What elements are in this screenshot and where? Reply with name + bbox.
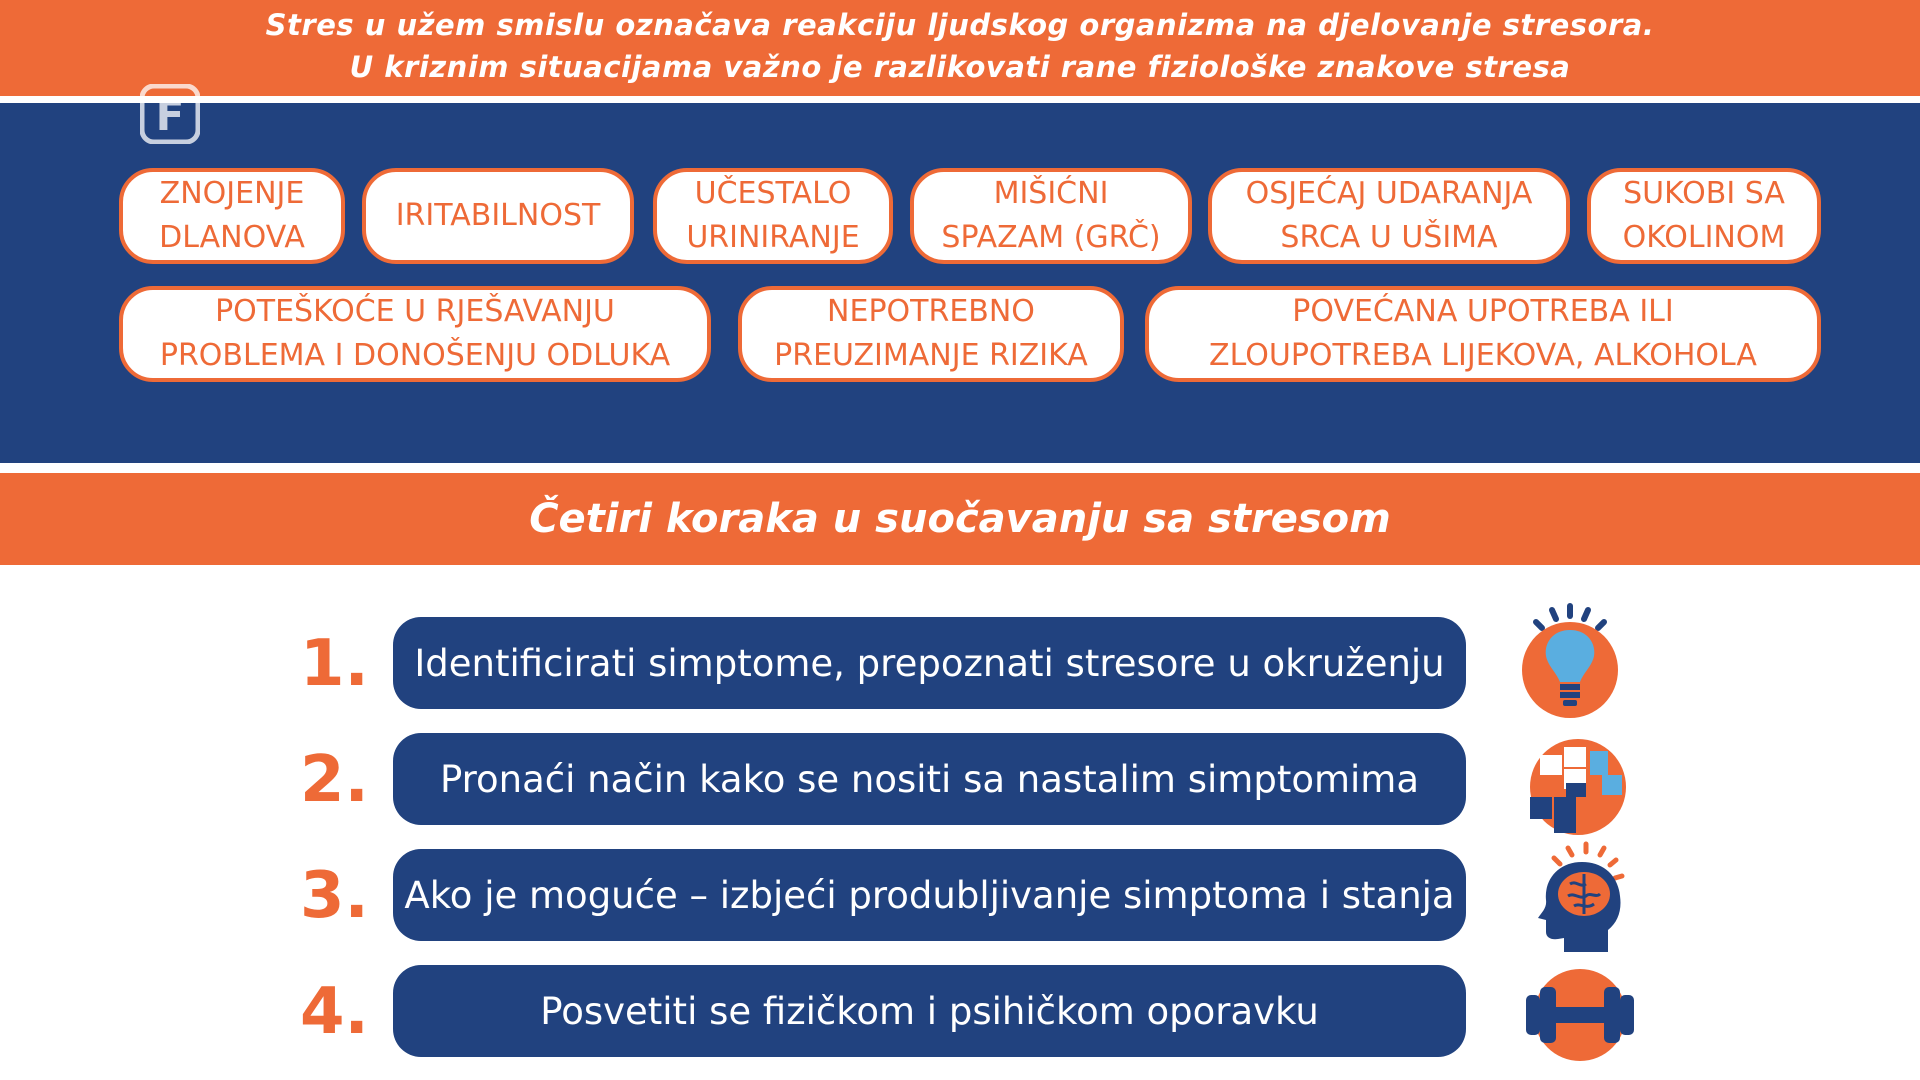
header-line-2: U kriznim situacijama važno je razlikovati rane fiziološke znakove stresa — [349, 50, 1571, 84]
sign-label: IRITABILNOST — [395, 198, 601, 233]
step-number: 2. — [300, 743, 369, 817]
sign-label: UČESTALO URINIRANJE — [686, 176, 860, 255]
brain-head-icon — [1524, 840, 1644, 960]
sign-pill — [119, 286, 711, 382]
step-bar — [393, 965, 1466, 1057]
steps-title: Četiri koraka u suočavanju sa stresom — [529, 496, 1391, 542]
sign-pill — [119, 168, 345, 264]
divider — [0, 96, 1920, 103]
step-text: Identificirati simptome, prepoznati stresore u okruženju — [414, 641, 1445, 685]
sign-pill — [1145, 286, 1821, 382]
step-text: Ako je moguće – izbjeći produbljivanje simptoma i stanja — [404, 873, 1455, 917]
sign-pill — [362, 168, 634, 264]
step-bar — [393, 617, 1466, 709]
steps-title-banner — [0, 473, 1920, 565]
step-bar — [393, 849, 1466, 941]
channel-logo — [140, 84, 200, 144]
sign-pill — [738, 286, 1124, 382]
sign-label: MIŠIĆNI SPAZAM (GRČ) — [941, 176, 1161, 255]
step-bar — [393, 733, 1466, 825]
divider — [0, 463, 1920, 473]
sign-pill — [910, 168, 1192, 264]
dumbbell-icon — [1520, 955, 1640, 1075]
sign-label: POVEĆANA UPOTREBA ILI ZLOUPOTREBA LIJEKOVA, ALKOHOLA — [1209, 294, 1757, 373]
step-text: Pronaći način kako se nositi sa nastalim simptomima — [439, 757, 1420, 801]
step-text: Posvetiti se fizičkom i psihičkom oporavku — [540, 989, 1319, 1033]
sign-label: NEPOTREBNO PREUZIMANJE RIZIKA — [774, 294, 1088, 373]
step-number: 3. — [300, 859, 369, 933]
sign-label: ZNOJENJE DLANOVA — [159, 176, 305, 255]
sign-label: POTEŠKOĆE U RJEŠAVANJU PROBLEMA I DONOŠENJU ODLUKA — [159, 294, 671, 373]
header-banner — [0, 0, 1920, 96]
header-line-1: Stres u užem smislu označava reakciju ljudskog organizma na djelovanje stresora. — [265, 8, 1655, 42]
stress-signs-panel — [0, 103, 1920, 463]
lightbulb-icon — [1510, 600, 1630, 720]
channel-logo-letter: F — [155, 91, 185, 140]
sign-label: SUKOBI SA OKOLINOM — [1622, 176, 1786, 255]
sign-pill — [653, 168, 893, 264]
sign-pill — [1587, 168, 1821, 264]
sign-pill — [1208, 168, 1570, 264]
sign-label: OSJEĆAJ UDARANJA SRCA U UŠIMA — [1245, 176, 1533, 255]
puzzle-icon — [1518, 725, 1638, 845]
step-number: 1. — [300, 627, 369, 701]
step-number: 4. — [300, 975, 369, 1049]
